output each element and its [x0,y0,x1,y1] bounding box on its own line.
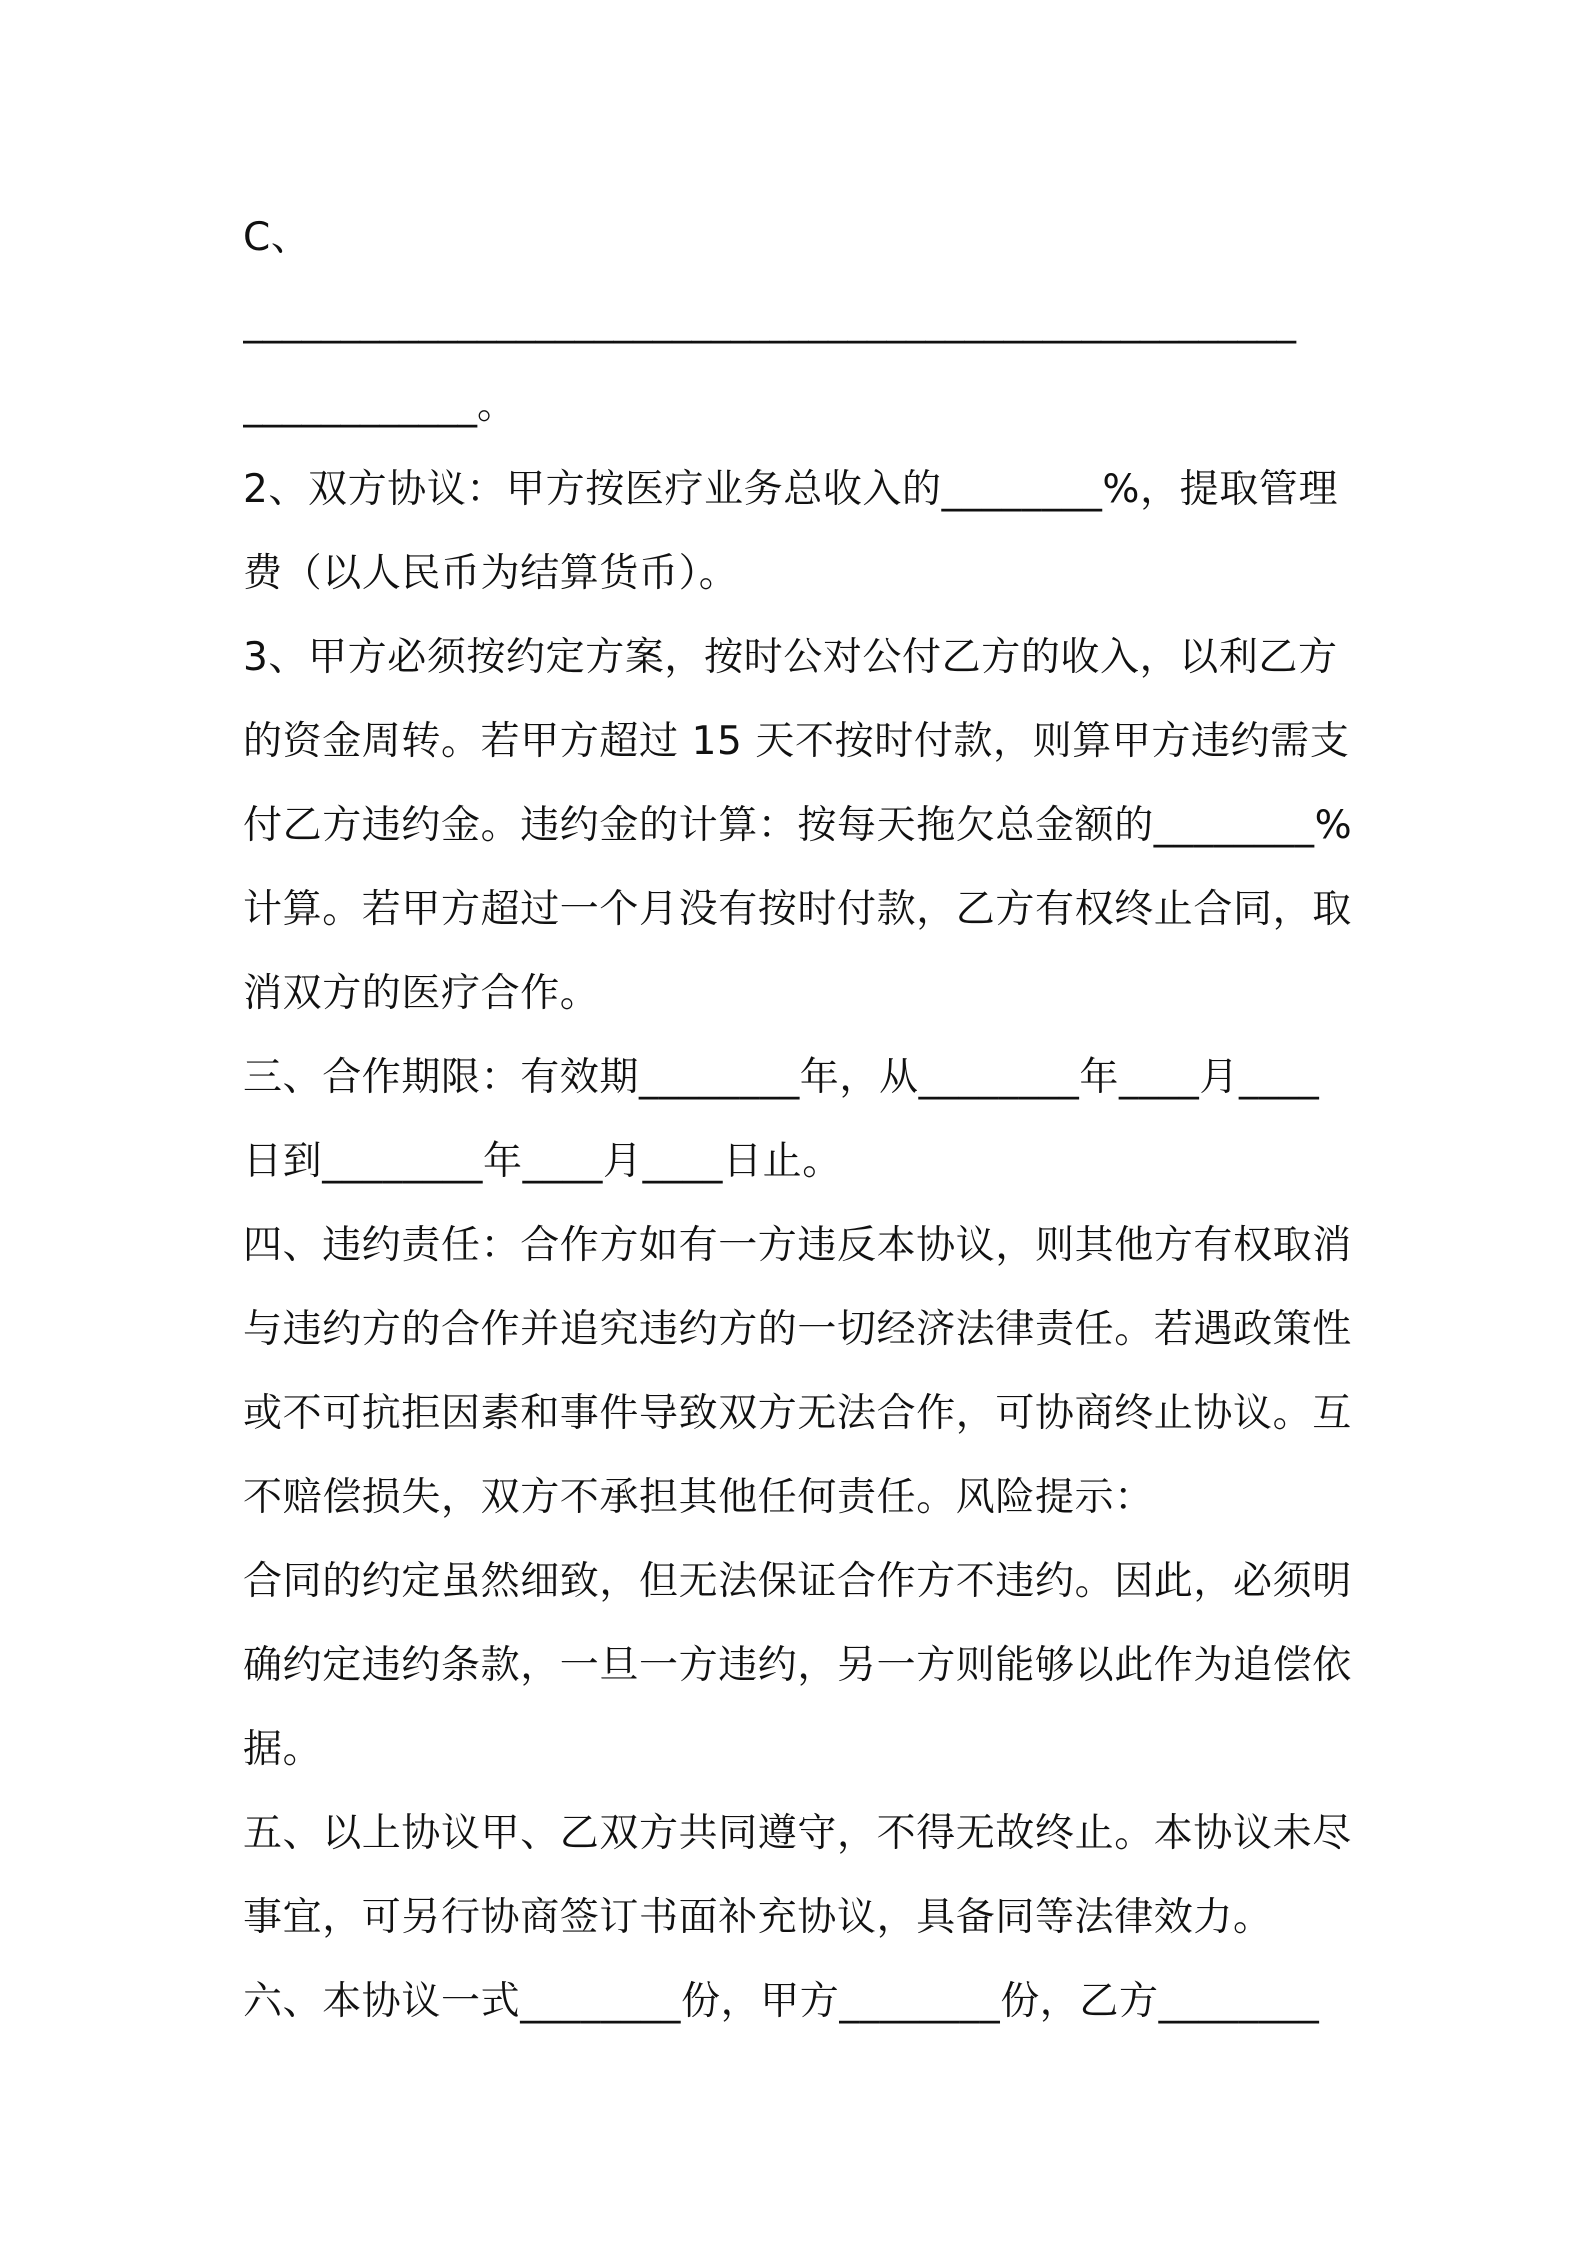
section-4-line-2: 与违约方的合作并追究违约方的一切经济法律责任。若遇政策性 [243,1307,1352,1352]
clause-3-line-2: 的资金周转。若甲方超过 15 天不按时付款，则算甲方违约需支 [243,719,1350,764]
risk-note-line-2: 确约定违约条款，一旦一方违约，另一方则能够以此作为追偿依 [243,1643,1352,1688]
risk-note-line-1: 合同的约定虽然细致，但无法保证合作方不违约。因此，必须明 [243,1559,1352,1604]
clause-3-line-1: 3、甲方必须按约定方案，按时公对公付乙方的收入，以利乙方 [243,635,1338,680]
section-5-line-1: 五、以上协议甲、乙双方共同遵守，不得无故终止。本协议未尽 [243,1811,1352,1856]
clause-2-line-2: 费（以人民币为结算货币）。 [243,551,739,596]
blank-line: ______________________________________________________ [243,299,1296,344]
document-body [243,196,1353,2044]
item-c-label: C、 [243,215,311,260]
section-5-line-2: 事宜，可另行协商签订书面补充协议，具备同等法律效力。 [243,1895,1273,1940]
section-3-line-1: 三、合作期限：有效期________年，从________年____月____ [243,1055,1320,1100]
clause-3-line-4: 计算。若甲方超过一个月没有按时付款，乙方有权终止合同，取 [243,887,1352,932]
section-6-line-1: 六、本协议一式________份，甲方________份，乙方________ [243,1979,1320,2024]
section-3-line-2: 日到________年____月____日止。 [243,1139,842,1184]
section-4-line-4: 不赔偿损失，双方不承担其他任何责任。风险提示： [243,1475,1154,1520]
clause-2-line-1: 2、双方协议：甲方按医疗业务总收入的________%，提取管理 [243,467,1339,512]
risk-note-line-3: 据。 [243,1727,323,1772]
clause-3-line-5: 消双方的医疗合作。 [243,971,600,1016]
section-4-line-3: 或不可抗拒因素和事件导致双方无法合作，可协商终止协议。互 [243,1391,1352,1436]
section-4-line-1: 四、违约责任：合作方如有一方违反本协议，则其他方有权取消 [243,1223,1352,1268]
blank-line-end: ____________。 [243,383,517,428]
clause-3-line-3: 付乙方违约金。违约金的计算：按每天拖欠总金额的________% [243,803,1353,848]
